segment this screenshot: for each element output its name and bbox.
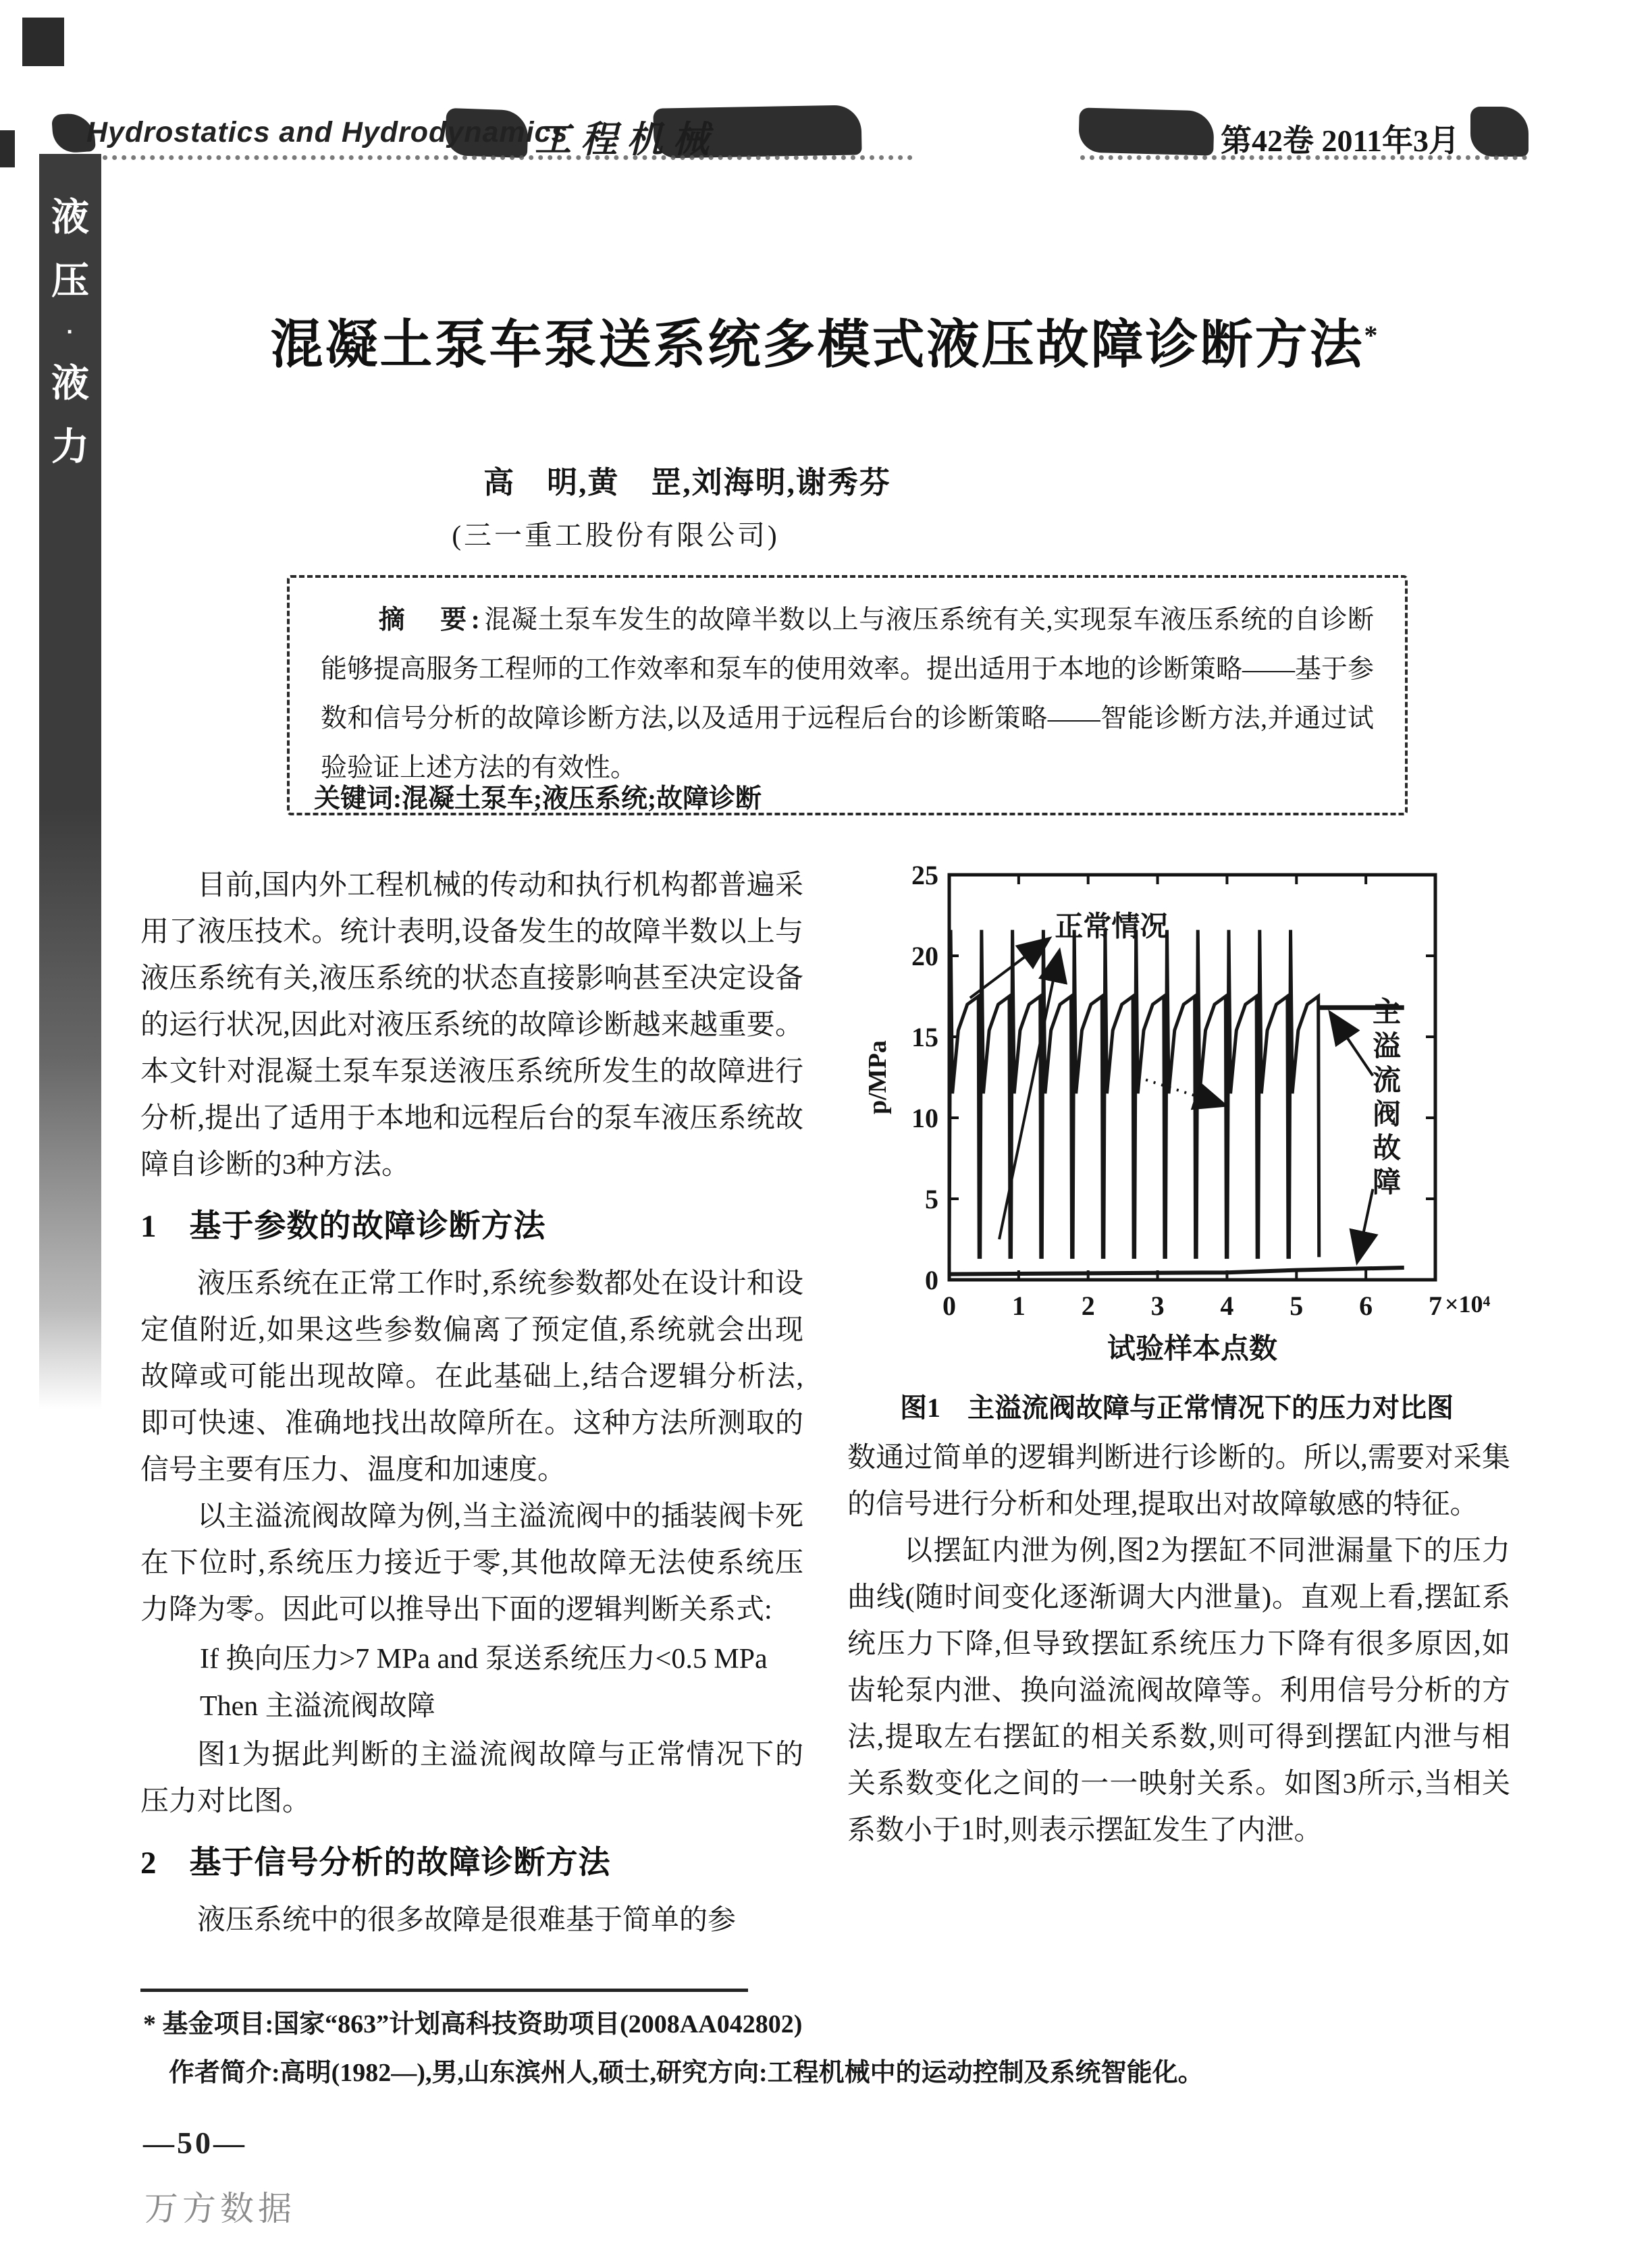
sidebar-char: 液 bbox=[51, 362, 89, 405]
svg-text:7: 7 bbox=[1429, 1291, 1442, 1321]
paragraph: 目前,国内外工程机械的传动和执行机构都普遍采用了液压技术。统计表明,设备发生的故障半数以上与液压系统有关,液压系统的状态直接影响甚至决定设备的运行状况,因此对液压系统的故障诊断越来越重要。本文针对混凝土泵车泵送液压系统所发生的故障进行分析,提出了适用于本地和远程后台的泵车液压系统故障自诊断的3种方法。 bbox=[140, 870, 803, 1181]
svg-text:10: 10 bbox=[911, 1103, 938, 1133]
article-title-text: 混凝土泵车泵送系统多模式液压故障诊断方法 bbox=[270, 315, 1364, 374]
sidebar-char: 液 bbox=[51, 196, 89, 238]
svg-text:5: 5 bbox=[925, 1184, 938, 1214]
sidebar-bar bbox=[39, 154, 101, 1409]
svg-text:试验样本点数: 试验样本点数 bbox=[1107, 1334, 1278, 1365]
paragraph: 液压系统中的很多故障是很难基于简单的参 bbox=[197, 1905, 737, 1936]
sidebar-dot: · bbox=[66, 319, 74, 345]
svg-text:正常情况: 正常情况 bbox=[1055, 911, 1169, 943]
svg-text:0: 0 bbox=[942, 1291, 956, 1321]
svg-text:故: 故 bbox=[1372, 1133, 1402, 1165]
svg-text:5: 5 bbox=[1290, 1291, 1304, 1321]
header-decoration bbox=[1470, 107, 1529, 157]
right-column bbox=[847, 1435, 1510, 1854]
watermark: 万方数据 bbox=[144, 2190, 296, 2228]
authors-line: 高 明,黄 罡,刘海明,谢秀芬 bbox=[483, 466, 891, 500]
svg-text:6: 6 bbox=[1359, 1291, 1373, 1321]
journal-title-cn: 工程机械 bbox=[535, 119, 718, 160]
svg-text:4: 4 bbox=[1220, 1291, 1234, 1321]
figure1-caption: 图1 主溢流阀故障与正常情况下的压力对比图 bbox=[900, 1393, 1454, 1423]
svg-text:3: 3 bbox=[1150, 1291, 1165, 1321]
corner-scan-mark bbox=[22, 18, 64, 66]
svg-text:0: 0 bbox=[925, 1265, 938, 1295]
affiliation-line: (三一重工股份有限公司) bbox=[452, 520, 780, 551]
svg-text:×10⁴: ×10⁴ bbox=[1445, 1291, 1491, 1318]
rule-line-1: If 换向压力>7 MPa and 泵送系统压力<0.5 MPa bbox=[200, 1644, 768, 1675]
journal-title-en: Hydrostatics and Hydrodynamics bbox=[86, 116, 568, 148]
svg-text:15: 15 bbox=[911, 1022, 938, 1052]
svg-text:流: 流 bbox=[1372, 1065, 1402, 1097]
keywords-line: 关键词:混凝土泵车;液压系统;故障诊断 bbox=[314, 784, 762, 813]
svg-text:25: 25 bbox=[911, 860, 938, 890]
footnote-divider bbox=[140, 1989, 748, 1992]
paragraph: 以主溢流阀故障为例,当主溢流阀中的插装阀卡死在下位时,系统压力接近于零,其他故障无法使系统压力降为零。因此可以推导出下面的逻辑判断关系式: bbox=[140, 1501, 803, 1625]
svg-text:障: 障 bbox=[1372, 1167, 1402, 1199]
svg-text:溢: 溢 bbox=[1372, 1031, 1402, 1062]
sidebar-vertical-label bbox=[39, 198, 101, 466]
footnote-fund: * 基金项目:国家“863”计划高科技资助项目(2008AA042802) bbox=[143, 2010, 803, 2039]
paragraph: 液压系统在正常工作时,系统参数都处在设计和设定值附近,如果这些参数偏离了预定值,系统就会出现故障或可能出现故障。在此基础上,结合逻辑分析法,即可快速、准确地找出故障所在。这种方法所测取的信号主要有压力、温度和加速度。 bbox=[140, 1268, 803, 1486]
paragraph: 数通过简单的逻辑判断进行诊断的。所以,需要对采集的信号进行分析和处理,提取出对故障敏感的特征。 bbox=[847, 1442, 1510, 1520]
page-number: —50— bbox=[143, 2126, 247, 2160]
header-band bbox=[0, 101, 1648, 165]
abstract-paragraph bbox=[321, 595, 1374, 792]
svg-text:p/MPa: p/MPa bbox=[863, 1040, 892, 1114]
section-heading-2: 2 基于信号分析的故障诊断方法 bbox=[140, 1845, 611, 1881]
rule-line-2: Then 主溢流阀故障 bbox=[200, 1691, 435, 1722]
svg-text:阀: 阀 bbox=[1372, 1099, 1402, 1131]
figure1-chart bbox=[848, 855, 1506, 1386]
svg-text:主: 主 bbox=[1372, 997, 1402, 1029]
paragraph: 以摆缸内泄为例,图2为摆缸不同泄漏量下的压力曲线(随时间变化逐渐调大内泄量)。直观上看,摆缸系统压力下降,但导致摆缸系统压力下降有很多原因,如齿轮泵内泄、换向溢流阀故障等。利用信号分析的方法,提取左右摆缸的相关系数,则可得到摆缸内泄与相关系数变化之间的一一映射关系。如图3所示,当相关系数小于1时,则表示摆缸发生了内泄。 bbox=[847, 1536, 1510, 1846]
sidebar-char: 压 bbox=[51, 259, 89, 302]
header-decoration bbox=[55, 155, 913, 160]
header-decoration bbox=[1078, 107, 1215, 155]
abstract-label: 摘 要: bbox=[378, 605, 484, 634]
footnotes bbox=[143, 2005, 1466, 2102]
issue-info: 第42卷 2011年3月 bbox=[1221, 124, 1460, 158]
sidebar-char: 力 bbox=[51, 425, 89, 468]
svg-text:1: 1 bbox=[1011, 1291, 1026, 1321]
title-footnote-star: * bbox=[1364, 320, 1380, 350]
left-column bbox=[140, 863, 803, 1944]
article-title bbox=[270, 302, 1379, 378]
svg-text:20: 20 bbox=[911, 941, 938, 971]
section-heading-1: 1 基于参数的故障诊断方法 bbox=[140, 1209, 546, 1244]
paragraph: 图1为据此判断的主溢流阀故障与正常情况下的压力对比图。 bbox=[140, 1739, 803, 1817]
footnote-bio: 作者简介:高明(1982—),男,山东滨州人,硕士,研究方向:工程机械中的运动控制及系统智能化。 bbox=[169, 2059, 1204, 2087]
abstract-text: 混凝土泵车发生的故障半数以上与液压系统有关,实现泵车液压系统的自诊断能够提高服务工程师的工作效率和泵车的使用效率。提出适用于本地的诊断策略——基于参数和信号分析的故障诊断方法,以及适用于远程后台的诊断策略——智能诊断方法,并通过试验验证上述方法的有效性。 bbox=[321, 605, 1375, 782]
svg-text:2: 2 bbox=[1081, 1291, 1095, 1321]
